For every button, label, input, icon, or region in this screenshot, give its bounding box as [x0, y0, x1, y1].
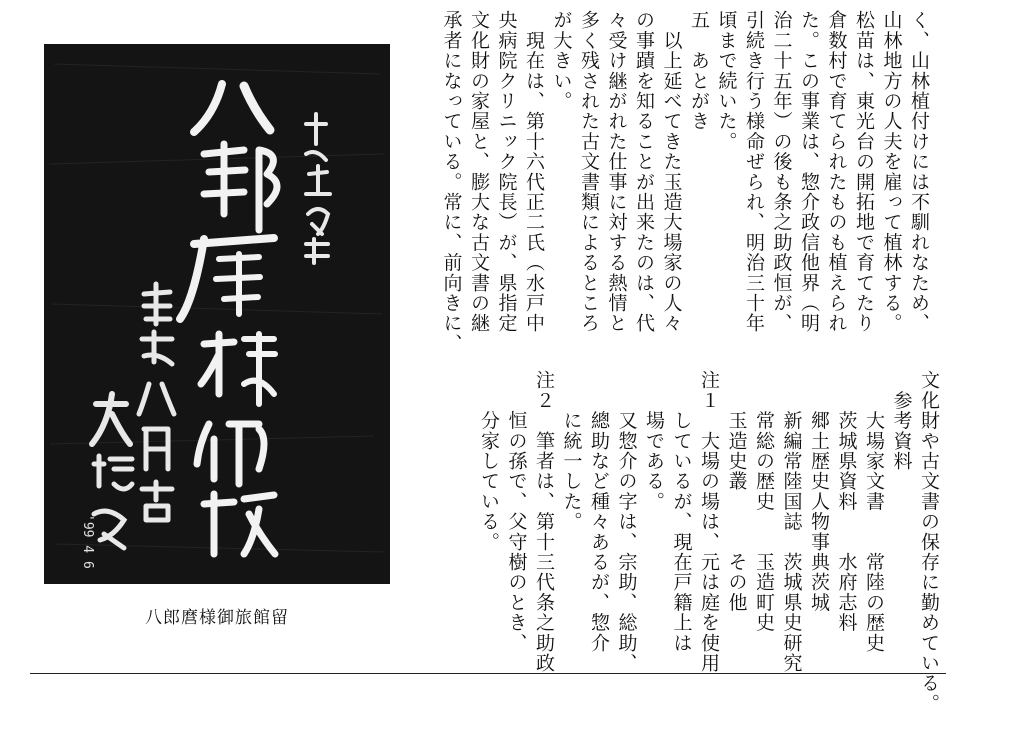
body-text-line: の事蹟を知ることが出来たのは、代: [633, 10, 655, 334]
main-text-top: [437, 10, 932, 354]
reference-text-line: 新編常陸国誌 茨城県史研究: [780, 370, 803, 673]
calligraphy-image: [44, 44, 390, 584]
body-text-line: 々受け継がれた仕事に対する熱情と: [605, 10, 628, 334]
body-text-line: た。この事業は、惣介政信他界（明: [798, 10, 820, 334]
reference-text-line: 郷土歴史人物事典茨城: [808, 370, 830, 613]
body-text-line: 多く残された古文書類によるところ: [578, 10, 600, 334]
body-text-line: 松苗は、東光台の開拓地で育てたり: [853, 10, 875, 334]
body-text-line: 山林地方の人夫を雇って植林する。: [880, 10, 903, 334]
body-text-line: 倉数村で育てられたものも植えられ: [825, 10, 848, 334]
body-text-line: 以上延べてきた玉造大場家の人々: [660, 10, 683, 334]
references-and-notes: [475, 370, 943, 714]
body-text-line: 頃まで続いた。: [715, 10, 738, 152]
body-text-line: 五 あとがき: [688, 10, 710, 132]
reference-text-line: 總助など種々あるが、惣介: [588, 370, 610, 653]
body-text-line: 承者になっている。常に、前向きに、: [440, 10, 463, 354]
body-text-line: く、山林植付けには不馴れなため、: [908, 10, 930, 334]
reference-text-line: に統一した。: [560, 370, 583, 532]
reference-text-line: 又惣介の字は、宗助、総助、: [615, 370, 638, 673]
reference-text-line: 分家している。: [478, 370, 500, 552]
reference-text-line: 注１ 大場の場は、元は庭を使用: [698, 370, 720, 673]
date-stamp: '99 4 6: [80, 514, 95, 569]
body-text-line: 現在は、第十六代正二氏（水戸中: [523, 10, 545, 334]
page-divider-line: [30, 673, 946, 674]
reference-text-line: 玉造史叢 その他: [725, 370, 748, 613]
body-text-line: が大きい。: [550, 10, 573, 111]
body-text-line: 引続き行う様命ぜられ、明治三十年: [743, 10, 765, 334]
reference-text-line: 場である。: [643, 370, 665, 512]
reference-text-line: 参考資料: [890, 370, 913, 471]
reference-text-line: しているが、現在戸籍上は: [670, 370, 693, 653]
document-cover-photo: [44, 44, 390, 584]
reference-text-line: 大場家文書 常陸の歴史: [863, 370, 885, 653]
body-text-line: 文化財の家屋と、膨大な古文書の継: [468, 10, 490, 334]
reference-text-line: 恒の孫で、父守樹のとき、: [505, 370, 528, 653]
body-text-line: 治二十五年）の後も条之助政恒が、: [770, 10, 793, 334]
reference-text-line: 常総の歴史 玉造町史: [753, 370, 775, 633]
photo-caption: 八郎麿様御旅館留: [145, 608, 289, 628]
reference-text-line: 注２ 筆者は、第十三代条之助政: [533, 370, 555, 673]
reference-text-line: 茨城県資料 水府志料: [835, 370, 858, 633]
body-text-line: 央病院クリニック院長）が、県指定: [495, 10, 518, 334]
reference-text-line: 文化財や古文書の保存に勤めている。: [918, 370, 940, 714]
